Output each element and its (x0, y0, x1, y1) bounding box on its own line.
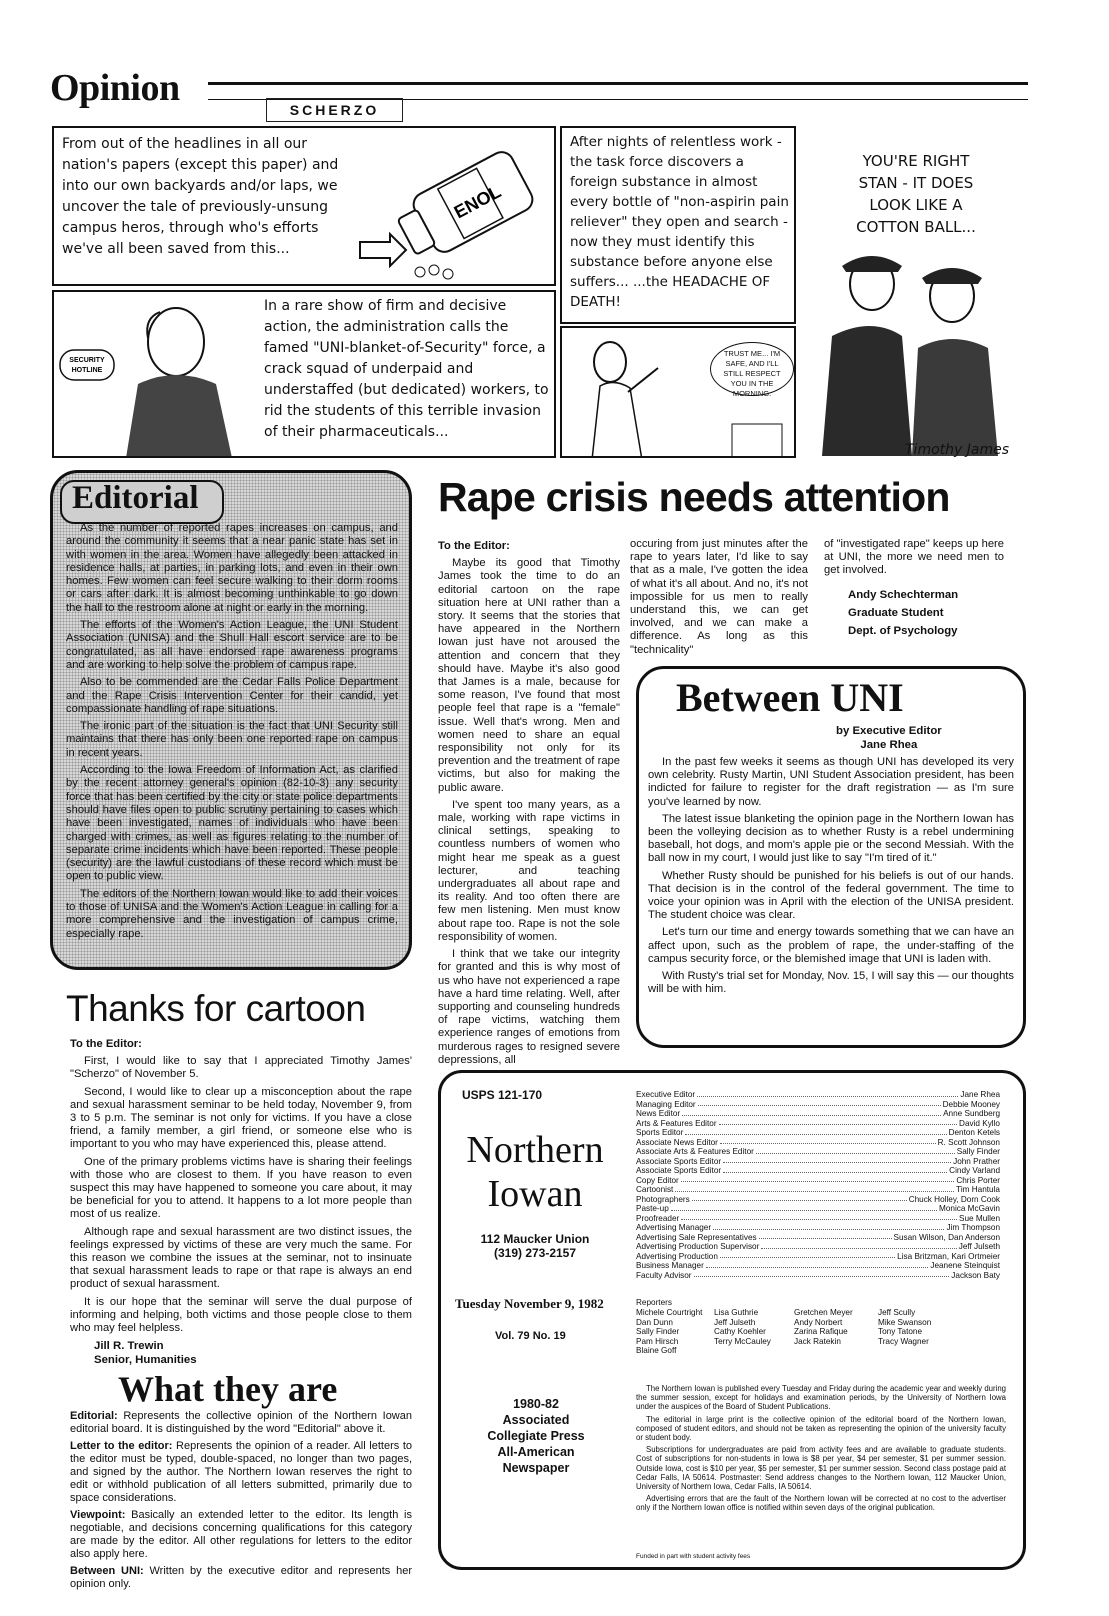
definition-item (70, 1565, 412, 1591)
reporters-list (636, 1308, 1006, 1356)
leader-dots (761, 1242, 956, 1249)
staff-name: Lisa Britzman, Kari Ortmeier (897, 1251, 1000, 1261)
between-uni-byline (836, 724, 942, 752)
staff-list (636, 1090, 1000, 1280)
signature-dept: Dept. of Psychology (848, 624, 958, 637)
definition-text: Written by the executive editor and represents her opinion only. (70, 1565, 412, 1590)
between-uni-title: Between UNI (676, 675, 904, 720)
staff-role: News Editor (636, 1109, 681, 1118)
rape-letter-column-1 (438, 540, 620, 1071)
cartoon-panel-1 (52, 126, 556, 286)
staff-role: Associate Arts & Features Editor (636, 1147, 754, 1156)
rape-letter-signature (824, 586, 1004, 640)
leader-dots (723, 1166, 947, 1173)
editorial-paragraph: The ironic part of the situation is the fact that UNI Security still maintains that there has only been one reported rape on campus in recent years. (66, 720, 398, 759)
arrow-icon (360, 234, 406, 266)
bottle-label: ENOL (450, 181, 505, 223)
definition-term: Between UNI: (70, 1565, 144, 1577)
staff-role: Executive Editor (636, 1090, 696, 1099)
leader-dots (756, 1147, 955, 1154)
usps-number: USPS 121-170 (462, 1088, 543, 1102)
thanks-letter-paragraph: One of the primary problems victims have is sharing their feelings with those who are closest to them. If you have reason to even suspect this may have happened to someone you care about, it may be beneficial for you to attend. It happens to a lot more people than most of us realize. (70, 1155, 412, 1221)
staff-role: Copy Editor (636, 1175, 679, 1185)
cartoon-panel-4 (52, 290, 556, 458)
reporter-name: Michele Courtright (636, 1308, 703, 1317)
staff-role: Managing Editor (636, 1099, 696, 1109)
staff-name: R. Scott Johnson (937, 1137, 1000, 1147)
rape-letter-column-3 (824, 538, 1004, 640)
thanks-letter-salutation: To the Editor: (70, 1038, 142, 1050)
editorial-paragraph: According to the Iowa Freedom of Information Act, as clarified by the recent attorney general's opinion (82-10-3) any security force that has been certified by the city or state police departments should have files open to public scrutiny pertaining to cases which have been investigated, names of individuals who have been charged with crimes, as well as figures relating to the number of separate crime incidents which have been reported. These people (security) are the lawful custodians of these record which must be open to public view. (66, 764, 398, 883)
section-title: Opinion (50, 67, 180, 109)
leader-dots (713, 1223, 944, 1230)
staff-role: Sports Editor (636, 1128, 684, 1137)
award-line: Associated (502, 1413, 570, 1427)
staff-row (636, 1119, 1000, 1129)
reporter-name: Lisa Guthrie (714, 1308, 759, 1317)
leader-dots (681, 1214, 957, 1221)
staff-name: Susan Wilson, Dan Anderson (893, 1232, 1000, 1242)
masthead-note: The editorial in large print is the collective opinion of the editorial board of the Northern Iowan, composed of student editors, and should not be taken as representing the opinion of the university faculty or student body. (636, 1414, 1006, 1443)
leader-dots (685, 1128, 946, 1135)
staff-name: Monica McGavin (939, 1204, 1000, 1213)
reporter-name: Zarina Rafique (794, 1327, 848, 1336)
leader-dots (720, 1252, 895, 1259)
staff-role: Associate Sports Editor (636, 1156, 722, 1166)
award-line: 1980-82 (513, 1397, 559, 1411)
staff-row (636, 1128, 1000, 1138)
masthead-address (460, 1232, 610, 1260)
definition-item (70, 1410, 412, 1436)
between-uni-paragraph: The latest issue blanketing the opinion page in the Northern Iowan has been the volleying decision as to whether Rusty is a rebel undermining baseball, hot dogs, and mom's apple pie or the second Messiah. With the ball now in my court, I would just like to say "I'm tired of it." (648, 812, 1014, 865)
rape-letter-headline: Rape crisis needs attention (438, 474, 950, 520)
staff-name: Sue Mullen (959, 1213, 1000, 1223)
leader-dots (698, 1100, 941, 1107)
leader-dots (720, 1138, 936, 1145)
masthead-notes (636, 1384, 1006, 1516)
award-line: All-American (497, 1445, 575, 1459)
pill-bottle-drawing (350, 132, 550, 282)
staff-role: Associate News Editor (636, 1137, 718, 1147)
between-uni-paragraph: Whether Rusty should be punished for his beliefs is out of our hands. That decision is in the control of the federal government. The time to voice your opinion was in April with the election of the UNISA president. The student choice was clear. (648, 869, 1014, 922)
leader-dots (682, 1109, 941, 1116)
staff-name: Tim Hantula (956, 1185, 1000, 1194)
staff-role: Faculty Advisor (636, 1270, 692, 1280)
staff-name: Sally Finder (956, 1147, 1000, 1156)
security-officers-drawing (802, 226, 1000, 456)
award-line: Collegiate Press (487, 1429, 585, 1443)
issue-date: Tuesday November 9, 1982 (455, 1296, 604, 1311)
staff-name: Jim Thompson (946, 1223, 1000, 1232)
speech-bubble: TRUST ME... I'M SAFE, AND I'LL STILL RESPECT YOU IN THE MORNING. (710, 342, 794, 396)
leader-dots (706, 1261, 929, 1268)
reporter-name: Blaine Goff (636, 1346, 677, 1355)
staff-row (636, 1166, 1000, 1176)
staff-role: Advertising Production Supervisor (636, 1242, 760, 1251)
staff-row (636, 1157, 1000, 1167)
reporter-name: Dan Dunn (636, 1317, 673, 1327)
thanks-letter-paragraph: First, I would like to say that I appreciated Timothy James' "Scherzo" of November 5. (70, 1055, 412, 1081)
staff-row (636, 1252, 1000, 1262)
signature-name: Jill R. Trewin (94, 1340, 164, 1353)
byline-name: Jane Rhea (860, 739, 918, 751)
what-they-are-headline: What they are (118, 1369, 338, 1409)
newspaper-name-line: Iowan (487, 1173, 583, 1215)
reporter-name: Jeff Scully (878, 1308, 916, 1317)
definition-text: Represents the opinion of a reader. All letters to the editor must be typed, double-spaced, no longer than two pages, and signed by the author. The Northern Iowan reserves the right to edit or withhold publication of all letters submitted, primarily due to space considerations. (70, 1440, 412, 1504)
staff-row (636, 1109, 1000, 1119)
definition-item (70, 1509, 412, 1561)
rape-letter-salutation: To the Editor: (438, 540, 510, 552)
definition-text: Represents the collective opinion of the Northern Iowan editorial board. It is distinguished by the word "Editorial" above it. (70, 1410, 412, 1435)
thanks-letter-paragraph: Second, I would like to clear up a misconception about the rape and sexual harassment seminar to be held today, November 9, from 3 to 5 p.m. The seminar is not only for victims. If you have a close friend, a family member, a girl friend, or someone else who is important to you who may have experienced this, please attend. (70, 1085, 412, 1151)
editorial-paragraph: The editors of the Northern Iowan would like to add their voices to those of UNISA and the Women's Action League in calling for a more comprehensive and the investigation of campus crime, especially rape. (66, 887, 398, 940)
issue-volume: Vol. 79 No. 19 (495, 1330, 566, 1342)
cartoon-panel-4-text: In a rare show of firm and decisive action, the administration calls the famed "UNI-blanket-of-Security" force, a crack squad of underpaid and understaffed (but dedicated) workers, to rid the students of this terrible invasion of their pharmaceuticals... (264, 298, 549, 440)
between-uni-paragraph: In the past few weeks it seems as though UNI has developed its very own celebrity. Rusty Martin, UNI Student Association president, has been indicted for failure to register for the draft registration — as I'm sure you've learned by now. (648, 756, 1014, 808)
staff-name: Jeff Julseth (958, 1242, 1000, 1251)
staff-row (636, 1242, 1000, 1252)
staff-name: Debbie Mooney (942, 1099, 1000, 1109)
byline-role: by Executive Editor (836, 725, 942, 737)
masthead-note: Advertising errors that are the fault of the Northern Iowan will be corrected at no cost to the advertiser only if the Northern Iowan office is notified within seven days of the original publication. (636, 1494, 1006, 1513)
staff-row (636, 1100, 1000, 1110)
rape-letter-paragraph: of "investigated rape" keeps up here at UNI, the more we need men to get involved. (824, 538, 1004, 577)
leader-dots (723, 1157, 951, 1164)
reporter-name: Sally Finder (636, 1327, 680, 1336)
reporter-name: Cathy Koehler (714, 1327, 766, 1336)
staff-role: Business Manager (636, 1261, 704, 1270)
administrator-drawing (56, 294, 256, 458)
staff-name: Chuck Holley, Dorn Cook (908, 1194, 1000, 1204)
leader-dots (692, 1195, 907, 1202)
staff-name: Jeanene Steinquist (930, 1261, 1000, 1270)
leader-dots (759, 1233, 892, 1240)
staff-role: Proofreader (636, 1213, 680, 1223)
staff-row (636, 1223, 1000, 1233)
phone: (319) 273-2157 (493, 1246, 577, 1260)
staff-role: Advertising Production (636, 1251, 718, 1261)
reporter-name: Terry McCauley (714, 1336, 771, 1346)
reporter-name: Tony Tatone (878, 1327, 923, 1336)
staff-row (636, 1176, 1000, 1186)
leader-dots (675, 1185, 954, 1192)
security-hotline-sign: SECURITY (69, 357, 105, 364)
staff-role: Cartoonist (636, 1185, 674, 1194)
rape-letter-paragraph: I've spent too many years, as a male, working with rape victims in clinical settings, speaking to countless numbers of women who might hear me speak as a guest lecturer, and teaching undergraduates all about rape and its reality. And too often there are few men listening. Men must know about rape too. Rape is not the sole responsibility of women. (438, 798, 620, 943)
definition-text: Basically an extended letter to the editor. Its length is negotiable, and decisions concerning qualifications for this category are made by the editor. All other regulations for letters to the editor also apply here. (70, 1509, 412, 1560)
newspaper-name-line: Northern (466, 1129, 604, 1171)
staff-role: Paste-up (636, 1204, 669, 1213)
reporter-name: Tracy Wagner (878, 1336, 929, 1346)
staff-row (636, 1195, 1000, 1205)
staff-row (636, 1147, 1000, 1157)
editorial-body (66, 522, 398, 945)
staff-role: Photographers (636, 1194, 690, 1204)
leader-dots (697, 1090, 958, 1097)
reporter-name: Pam Hirsch (636, 1336, 679, 1346)
signature-title: Senior, Humanities (94, 1354, 197, 1367)
definition-item (70, 1440, 412, 1505)
editorial-paragraph: As the number of reported rapes increases on campus, and around the community it seems that a near panic state has set in with women in the area. Women have allegedly been attacked in residence halls, at parties, in parking lots, and even in their own homes. Few women can feel secure walking to their dorm rooms or cars after dark. It is almost becoming unthinkable to go down the hall to the restroom alone at night or early in the morning. (66, 522, 398, 614)
signature-name: Andy Schechterman (848, 588, 959, 601)
staff-name: John Prather (953, 1156, 1000, 1166)
reporter-name: Andy Norbert (794, 1317, 843, 1327)
thanks-letter-paragraph: Although rape and sexual harassment are two distinct issues, the feelings expressed by victims of these are very much the same. For this reason we combine the issues at the seminar, not to insinuate that sexual harassment leads to rape or that rape is always an end product of sexual harassment. (70, 1225, 412, 1291)
reporter-name: Mike Swanson (878, 1317, 932, 1327)
rape-letter-column-2 (630, 538, 808, 657)
staff-row (636, 1090, 1000, 1100)
staff-name: David Kyllo (959, 1118, 1000, 1128)
editorial-paragraph: The efforts of the Women's Action League, the UNI Student Association (UNISA) and the Shull Hall escort service are to be congratulated, as all have endorsed rape awareness programs and are working to help solve the problem of campus rape. (66, 619, 398, 671)
editorial-paragraph: Also to be commended are the Cedar Falls Police Department and the Rape Crisis Intervention Center for their candid, yet compassionate handling of rape situations. (66, 676, 398, 715)
staff-name: Jane Rhea (960, 1090, 1000, 1099)
leader-dots (671, 1204, 937, 1211)
leader-dots (681, 1176, 955, 1183)
staff-row (636, 1233, 1000, 1243)
leader-dots (694, 1271, 950, 1278)
staff-name: Cindy Varland (949, 1166, 1000, 1175)
masthead-note: Subscriptions for undergraduates are paid from activity fees and are available to graduate students. Cost of subscriptions for non-students in Iowa is $8 per year, $4 per semester, $1 per summer session. Outside Iowa, cost is $10 per year, $5 per semester, $1 per summer session. Second class postage paid at Cedar Falls, IA 50614. Postmaster: Send address changes to the Northern Iowan, 112 Maucker Union, University of Northern Iowa, Cedar Falls, IA 50614. (636, 1445, 1006, 1492)
staff-name: Denton Ketels (948, 1128, 1000, 1137)
staff-role: Arts & Features Editor (636, 1118, 717, 1128)
cartoon-panel-1-text: From out of the headlines in all our nation's papers (except this paper) and into our own backyards and/or laps, we uncover the tale of previously-unsung campus heros, through who's efforts we've all been saved from this... (62, 136, 339, 257)
thanks-letter-body (70, 1038, 412, 1367)
thanks-letter-signature (70, 1339, 412, 1367)
between-uni-body (648, 756, 1014, 1000)
staff-row (636, 1204, 1000, 1214)
cartoon-panel-2-text: After nights of relentless work - the task force discovers a foreign substance in almost every bottle of "non-aspirin pain reliever" they open and search - now they must identify this substance before anyone else suffers... ...the HEADACHE OF DEATH! (570, 134, 789, 310)
leader-dots (719, 1119, 957, 1126)
staff-role: Associate Sports Editor (636, 1166, 722, 1175)
thanks-letter-headline: Thanks for cartoon (66, 988, 366, 1029)
reporter-name: Jack Ratekin (794, 1336, 841, 1346)
staff-name: Chris Porter (956, 1175, 1000, 1185)
thanks-letter-paragraph: It is our hope that the seminar will serve the dual purpose of informing and helping, both victims and those people close to them who may feel helpless. (70, 1295, 412, 1335)
address: 112 Maucker Union (480, 1232, 590, 1246)
editorial-title: Editorial (72, 480, 199, 516)
cartoon-title: SCHERZO (266, 98, 403, 122)
cartoonist-signature: Timothy James (905, 442, 1009, 458)
between-uni-paragraph: Let's turn our time and energy towards something that we can have an affect upon, such as the problem of rape, the under-staffing of the campus security force, or the blemished image that UNI is laden with. (648, 926, 1014, 965)
reporters-label: Reporters (636, 1298, 672, 1307)
definition-term: Editorial: (70, 1410, 118, 1422)
reporter-name: Jeff Julseth (714, 1317, 756, 1327)
staff-role: Advertising Manager (636, 1223, 712, 1232)
newspaper-name (452, 1128, 618, 1216)
staff-row (636, 1138, 1000, 1148)
staff-row (636, 1261, 1000, 1271)
staff-name: Jackson Baty (951, 1270, 1000, 1280)
definition-term: Letter to the editor: (70, 1440, 173, 1452)
signature-title: Graduate Student (848, 606, 944, 619)
staff-name: Anne Sundberg (943, 1109, 1000, 1118)
award-line: Newspaper (502, 1461, 570, 1475)
rape-letter-paragraph: I think that we take our integrity for granted and this is why most of us who have not experienced a rape have a hard time relating. Well, after supporting and counseling hundreds of rape victims, watching them experience ranges of emotions from murderous rages to resigned severe depressions, all (438, 948, 620, 1066)
svg-text:HOTLINE: HOTLINE (71, 367, 103, 374)
cartoon-panel-3 (802, 126, 1000, 460)
staff-role: Advertising Sale Representatives (636, 1232, 757, 1242)
cartoon-panel-5 (560, 326, 796, 458)
staff-row (636, 1185, 1000, 1195)
masthead-note: The Northern Iowan is published every Tuesday and Friday during the academic year and weekly during the summer session, except for holidays and examination periods, by the University of Northern Iowa under the auspices of the Board of Student Publications. (636, 1384, 1006, 1412)
staff-row (636, 1271, 1000, 1281)
staff-row (636, 1214, 1000, 1224)
what-they-are-list (70, 1410, 412, 1591)
cartoon-panel-2 (560, 126, 796, 324)
between-uni-paragraph: With Rusty's trial set for Monday, Nov. 15, I will say this — our thoughts will be with him. (648, 970, 1014, 996)
press-award (476, 1396, 596, 1476)
funding-note: Funded in part with student activity fees (636, 1553, 751, 1560)
rape-letter-paragraph: occuring from just minutes after the rape to years later, I'd like to say that as a male, I've gotten the idea of what it's all about. And no, it's not impossible for us men to really understand this, we can get involved, and we can make a difference. As long as this "technicality" (630, 538, 808, 656)
reporter-name: Gretchen Meyer (794, 1308, 853, 1317)
rape-letter-paragraph: Maybe its good that Timothy James took the time to do an editorial cartoon on the rape situation here at UNI rather than a story. It seems that the stories that have appeared in the Northern Iowan just have not aroused the attention and concern that they should have. Maybe it's also good that James is a male, because for some reason, I've found that most people feel that rape is a "female" issue. Well that's wrong. Men and women need to share an equal responsibility not only for its prevention and the treatment of rape victims, but also for making the public aware. (438, 557, 620, 794)
definition-term: Viewpoint: (70, 1509, 126, 1521)
cartoon-panel-3-text: YOU'RE RIGHT STAN - IT DOES LOOK LIKE A COTTON BALL... (856, 152, 976, 236)
